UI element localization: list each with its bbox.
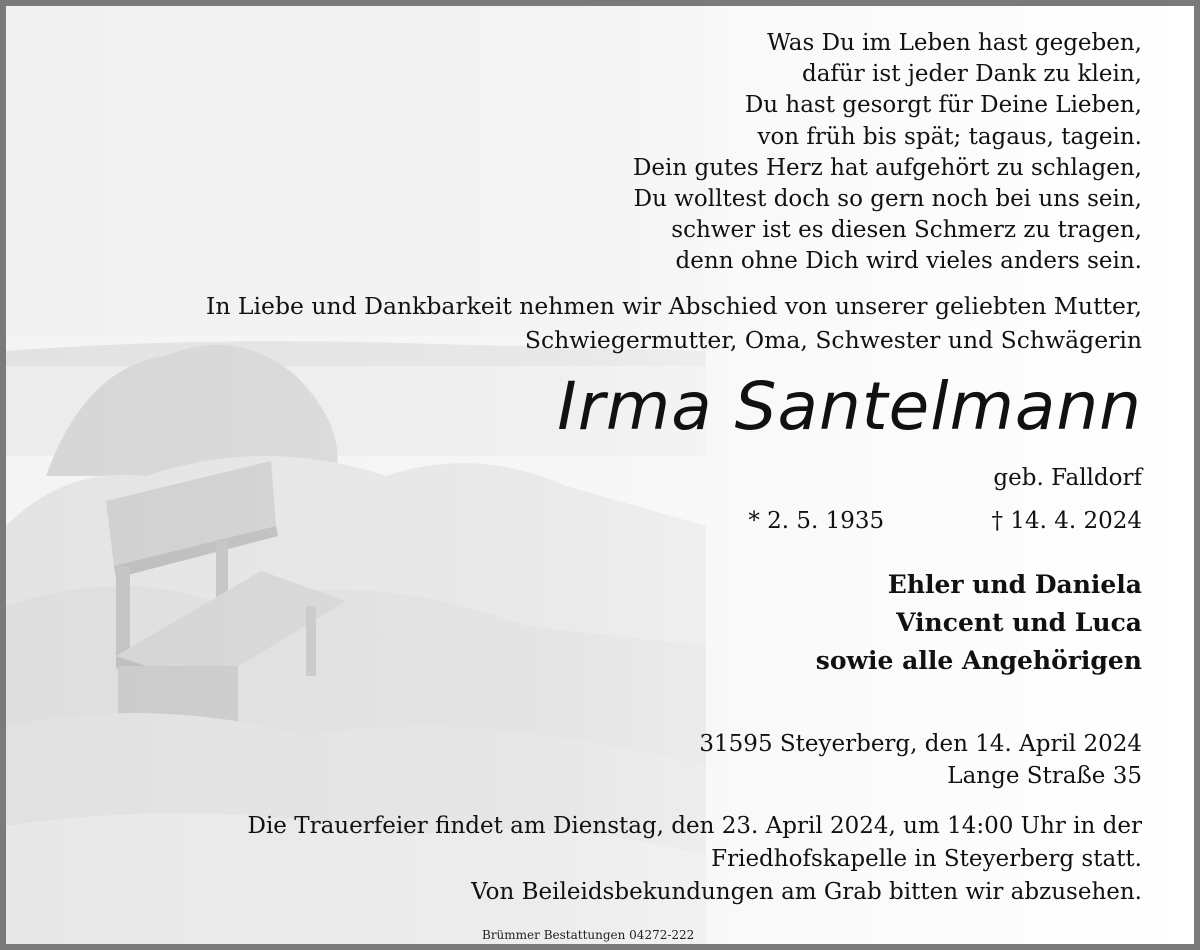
farewell-line: Schwiegermutter, Oma, Schwester und Schwägerin <box>524 326 1142 354</box>
place-and-address <box>699 728 1142 792</box>
poem-line: Du wolltest doch so gern noch bei uns sein, <box>633 186 1142 213</box>
farewell-text <box>206 289 1142 357</box>
life-dates <box>748 506 1142 536</box>
poem-line: Was Du im Leben hast gegeben, <box>767 30 1142 56</box>
poem-line: Dein gutes Herz hat aufgehört zu schlagen, <box>632 154 1142 181</box>
poem <box>633 28 1142 278</box>
service-line: Friedhofskapelle in Steyerberg statt. <box>711 846 1142 872</box>
farewell-line: In Liebe und Dankbarkeit nehmen wir Abschied von unserer geliebten Mutter, <box>206 292 1142 320</box>
poem-line: von früh bis spät; tagaus, tagein. <box>757 123 1142 150</box>
survivor-line: Ehler und Daniela <box>887 570 1142 599</box>
deceased-name: Irma Santelmann <box>557 368 1142 445</box>
funeral-home-credit: Brümmer Bestattungen 04272-222 <box>482 928 695 942</box>
address-line: Lange Straße 35 <box>947 763 1142 789</box>
survivor-line: sowie alle Angehörigen <box>815 646 1142 675</box>
death-date: † 14. 4. 2024 <box>991 508 1142 534</box>
birth-date: * 2. 5. 1935 <box>748 508 885 534</box>
poem-line: dafür ist jeder Dank zu klein, <box>801 61 1142 88</box>
survivor-line: Vincent und Luca <box>896 608 1142 637</box>
funeral-service-info <box>248 810 1142 909</box>
place-date-line: 31595 Steyerberg, den 14. April 2024 <box>699 731 1142 757</box>
poem-line: Du hast gesorgt für Deine Lieben, <box>744 92 1142 119</box>
poem-line: denn ohne Dich wird vieles anders sein. <box>675 248 1142 275</box>
survivors <box>816 566 1142 680</box>
service-line: Von Beileidsbekundungen am Grab bitten wir abzusehen. <box>471 879 1142 905</box>
poem-line: schwer ist es diesen Schmerz zu tragen, <box>671 217 1142 244</box>
service-line: Die Trauerfeier findet am Dienstag, den 23. April 2024, um 14:00 Uhr in der <box>247 813 1142 839</box>
birth-name: geb. Falldorf <box>993 465 1142 491</box>
